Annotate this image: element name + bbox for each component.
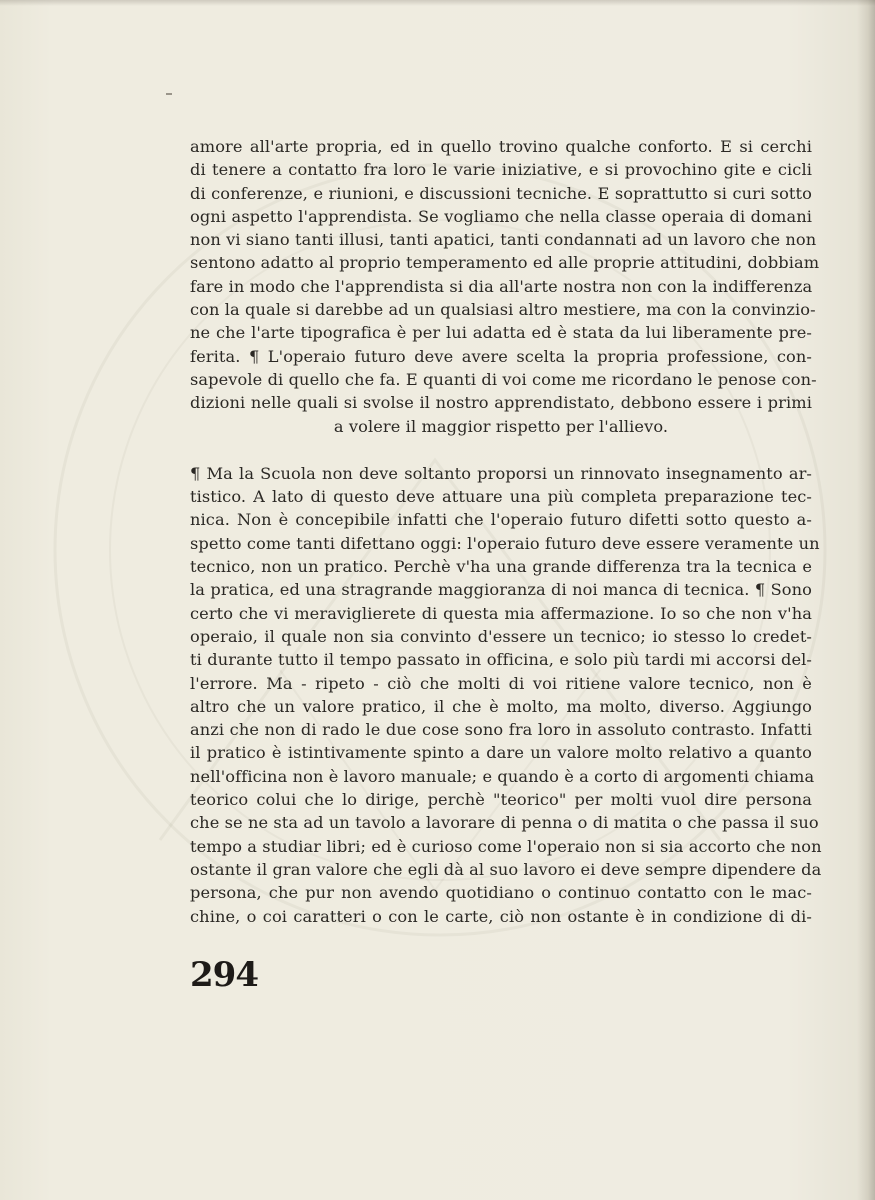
paragraph-1: [190, 135, 820, 438]
text-line: nell'officina non è lavoro manuale; e quando è a corto di argomenti chiama: [190, 766, 815, 786]
text-line: amore all'arte propria, ed in quello trovino qualche conforto. E si cerchi: [190, 137, 812, 156]
text-line: ti durante tutto il tempo passato in officina, e solo più tardi mi accorsi del-: [190, 650, 812, 670]
text-line: tecnico, non un pratico. Perchè v'ha una grande differenza tra la tecnica e: [190, 557, 812, 577]
text-line: ogni aspetto l'apprendista. Se vogliamo che nella classe operaia di domani: [190, 206, 812, 226]
page-edge-shadow: [857, 0, 875, 1200]
text-line: sapevole di quello che fa. E quanti di voi come me ricordano le penose con-: [190, 369, 817, 389]
text-line: l'errore. Ma - ripeto - ciò che molti di voi ritiene valore tecnico, non è: [190, 673, 812, 693]
text-line: la pratica, ed una stragrande maggioranza di noi manca di tecnica. ¶ Sono: [190, 580, 812, 600]
text-line: fare in modo che l'apprendista si dia all'arte nostra non con la indifferenza: [190, 276, 813, 296]
text-line: ¶ Ma la Scuola non deve soltanto proporsi un rinnovato insegnamento ar-: [190, 463, 812, 483]
text-line: anzi che non di rado le due cose sono fra loro in assoluto contrasto. Infatti: [190, 720, 812, 740]
text-line: di tenere a contatto fra loro le varie iniziative, e si provochino gite e cicli: [190, 160, 812, 180]
page-number: 294: [190, 955, 258, 995]
text-line: dizioni nelle quali si svolse il nostro apprendistato, debbono essere i primi: [190, 393, 812, 413]
page-speck: [166, 93, 172, 95]
text-line: sentono adatto al proprio temperamento ed alle proprie attitudini, dobbiam: [190, 253, 820, 273]
page-top-shadow: [0, 0, 875, 6]
text-line: che se ne sta ad un tavolo a lavorare di penna o di matita o che passa il suo: [190, 813, 819, 833]
text-line: ostante il gran valore che egli dà al suo lavoro ei deve sempre dipendere da: [190, 859, 822, 879]
text-line: ne che l'arte tipografica è per lui adatta ed è stata da lui liberamente pre-: [190, 323, 812, 343]
paragraph-2: [190, 462, 822, 928]
text-line: persona, che pur non avendo quotidiano o continuo contatto con le mac-: [190, 883, 812, 903]
text-line: il pratico è istintivamente spinto a dare un valore molto relativo a quanto: [190, 743, 812, 763]
text-line: nica. Non è concepibile infatti che l'operaio futuro difetti sotto questo a-: [190, 510, 812, 530]
text-line: spetto come tanti difettano oggi: l'operaio futuro deve essere veramente un: [190, 533, 820, 553]
text-line: ferita. ¶ L'operaio futuro deve avere scelta la propria professione, con-: [190, 346, 812, 366]
text-line: di conferenze, e riunioni, e discussioni tecniche. E soprattutto si curi sotto: [190, 183, 812, 203]
text-line: tistico. A lato di questo deve attuare una più completa preparazione tec-: [190, 487, 812, 507]
text-line: non vi siano tanti illusi, tanti apatici, tanti condannati ad un lavoro che non: [190, 230, 817, 250]
text-line-closing: a volere il maggior rispetto per l'allievo.: [333, 416, 669, 436]
text-line: altro che un valore pratico, il che è molto, ma molto, diverso. Aggiungo: [190, 696, 812, 716]
text-line: teorico colui che lo dirige, perchè "teorico" per molti vuol dire persona: [190, 790, 812, 810]
text-line: con la quale si darebbe ad un qualsiasi altro mestiere, ma con la convinzio-: [190, 300, 816, 320]
text-line: operaio, il quale non sia convinto d'essere un tecnico; io stesso lo credet-: [190, 626, 812, 646]
body-text: [190, 135, 822, 928]
text-line: tempo a studiar libri; ed è curioso come l'operaio non si sia accorto che non: [190, 836, 822, 856]
text-line: chine, o coi caratteri o con le carte, ciò non ostante è in condizione di di-: [190, 906, 812, 926]
text-line: certo che vi meraviglierete di questa mia affermazione. Io so che non v'ha: [190, 603, 812, 623]
